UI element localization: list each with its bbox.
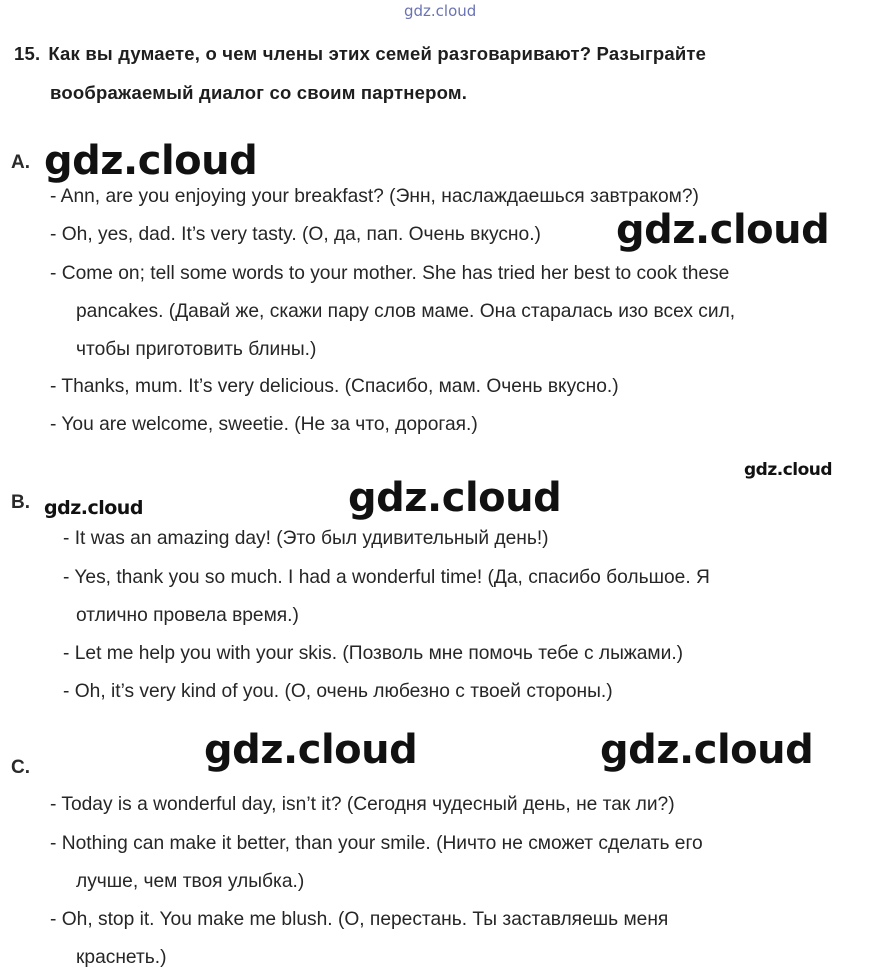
dialog-a-paragraph <box>50 255 868 369</box>
dialog-c-line-4: - Oh, stop it. You make me blush. (О, перестань. Ты заставляешь меня <box>50 909 669 930</box>
watermark-b-small: gdz.cloud <box>44 497 143 519</box>
dialog-c-paragraph-2 <box>50 901 868 977</box>
header-watermark: gdz.cloud <box>404 2 477 20</box>
dialog-c-line-5: краснеть.) <box>76 947 167 968</box>
dialog-b-paragraph <box>63 559 868 635</box>
dialog-b-line-4: - Let me help you with your skis. (Позволь мне помочь тебе с лыжами.) <box>63 643 684 664</box>
dialog-b-line-5: - Oh, it’s very kind of you. (О, очень любезно с твоей стороны.) <box>63 681 613 702</box>
watermark-a-2: gdz.cloud <box>616 207 830 253</box>
task-number: 15. <box>14 43 41 64</box>
section-c-label: C. <box>11 757 30 778</box>
dialog-c-line-1: - Today is a wonderful day, isn’t it? (Сегодня чудесный день, не так ли?) <box>50 794 675 815</box>
dialog-b-line-3: отлично провела время.) <box>76 605 299 626</box>
task-text-line-2: воображаемый диалог со своим партнером. <box>50 82 468 103</box>
dialog-a-line-4: pancakes. (Давай же, скажи пару слов маме. Она старалась изо всех сил, <box>76 301 736 322</box>
dialog-b-line-2: - Yes, thank you so much. I had a wonderful time! (Да, спасибо большое. Я <box>63 567 710 588</box>
watermark-b-big: gdz.cloud <box>348 475 562 521</box>
dialog-a-line-1: - Ann, are you enjoying your breakfast? (Энн, наслаждаешься завтраком?) <box>50 186 699 207</box>
task-text-line-1: Как вы думаете, о чем члены этих семей разговаривают? Разыграйте <box>48 43 707 64</box>
watermark-a-1: gdz.cloud <box>44 138 258 184</box>
dialog-a-line-2: - Oh, yes, dad. It’s very tasty. (О, да, пап. Очень вкусно.) <box>50 224 541 245</box>
task-heading <box>14 34 870 112</box>
dialog-c-line-3: лучше, чем твоя улыбка.) <box>76 871 305 892</box>
dialog-a-line-5: чтобы приготовить блины.) <box>76 339 317 360</box>
dialog-a-line-7: - You are welcome, sweetie. (Не за что, дорогая.) <box>50 414 478 435</box>
dialog-c-paragraph-1 <box>50 825 868 901</box>
dialog-a-line-3: - Come on; tell some words to your mother. She has tried her best to cook these <box>50 263 730 284</box>
dialog-a-line-6: - Thanks, mum. It’s very delicious. (Спасибо, мам. Очень вкусно.) <box>50 376 619 397</box>
dialog-b-line-1: - It was an amazing day! (Это был удивительный день!) <box>63 528 549 549</box>
watermark-c-2: gdz.cloud <box>600 727 814 773</box>
watermark-small-right: gdz.cloud <box>744 460 833 480</box>
dialog-c-line-2: - Nothing can make it better, than your smile. (Ничто не сможет сделать его <box>50 833 703 854</box>
section-b-label: B. <box>11 492 30 513</box>
watermark-c-1: gdz.cloud <box>204 727 418 773</box>
section-a-label: A. <box>11 152 30 173</box>
